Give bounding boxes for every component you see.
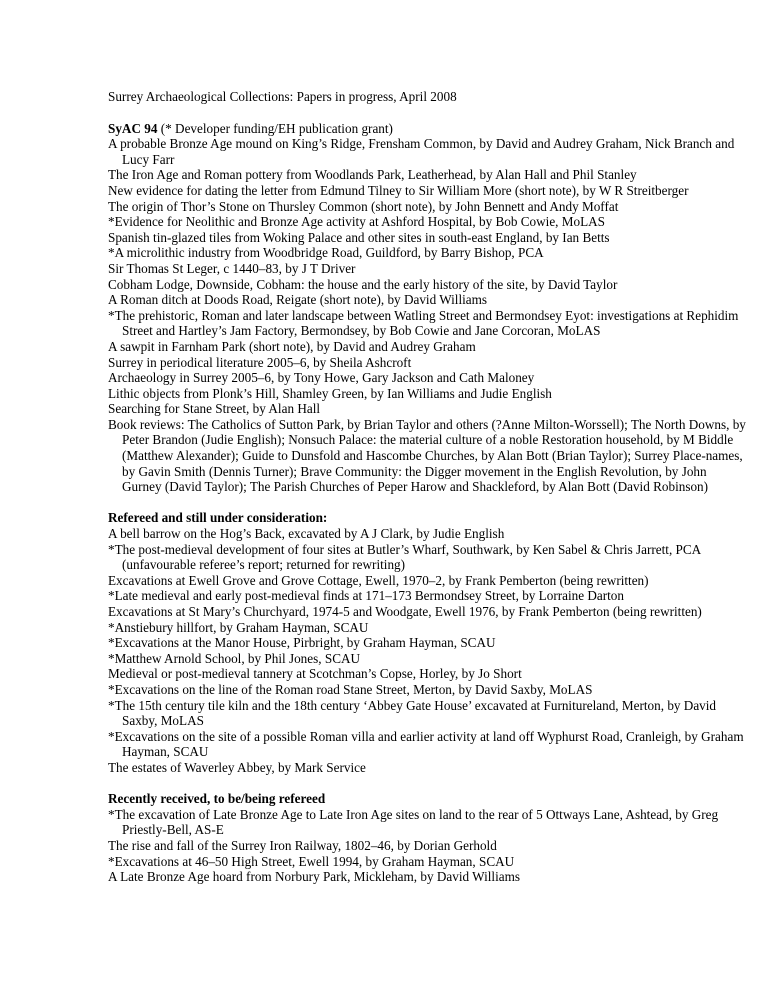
section-heading: SyAC 94: [108, 120, 158, 136]
section: [108, 510, 748, 775]
document-title: Surrey Archaeological Collections: Papers in progress, April 2008: [108, 89, 457, 104]
paper-entry: A sawpit in Farnham Park (short note), by David and Audrey Graham: [108, 338, 476, 354]
paper-entry: Excavations at St Mary’s Churchyard, 1974-5 and Woodgate, Ewell 1976, by Frank Pemberton (being rewritten): [108, 604, 702, 619]
paper-entry: The Iron Age and Roman pottery from Woodlands Park, Leatherhead, by Alan Hall and Phil Stanley: [108, 167, 637, 183]
paper-entry: *The 15th century tile kiln and the 18th century ‘Abbey Gate House’ excavated at Furnitureland, Merton, by David Saxby, MoLAS: [108, 697, 717, 729]
paper-entry: Archaeology in Surrey 2005–6, by Tony Howe, Gary Jackson and Cath Maloney: [108, 370, 535, 386]
paper-entry: Spanish tin-glazed tiles from Woking Palace and other sites in south-east England, by Ian Betts: [108, 229, 610, 245]
paper-entry: Lithic objects from Plonk’s Hill, Shamley Green, by Ian Williams and Judie English: [108, 385, 552, 401]
paper-entry: *Excavations at 46–50 High Street, Ewell 1994, by Graham Hayman, SCAU: [108, 853, 515, 869]
paper-entry: The origin of Thor’s Stone on Thursley Common (short note), by John Bennett and Andy Moffat: [108, 198, 619, 214]
paper-entry: Cobham Lodge, Downside, Cobham: the house and the early history of the site, by David Taylor: [108, 276, 618, 292]
paper-entry: *Evidence for Neolithic and Bronze Age activity at Ashford Hospital, by Bob Cowie, MoLAS: [108, 214, 606, 230]
paper-entry: Sir Thomas St Leger, c 1440–83, by J T Driver: [108, 260, 356, 276]
paper-entry: *The excavation of Late Bronze Age to Late Iron Age sites on land to the rear of 5 Ottways Lane, Ashtead, by Greg Priestly-Bell, AS-E: [108, 806, 719, 838]
paper-entry: Medieval or post-medieval tannery at Scotchman’s Copse, Horley, by Jo Short: [108, 666, 522, 682]
section-heading-line: [108, 791, 748, 807]
paper-entry: *Matthew Arnold School, by Phil Jones, SCAU: [108, 650, 361, 666]
paper-entry: A bell barrow on the Hog’s Back, excavated by A J Clark, by Judie English: [108, 526, 505, 542]
paper-entry: Excavations at Ewell Grove and Grove Cottage, Ewell, 1970–2, by Frank Pemberton (being rewritten): [108, 572, 649, 588]
paper-entry: A probable Bronze Age mound on King’s Ridge, Frensham Common, by David and Audrey Graham, Nick Branch and Lucy Farr: [108, 136, 735, 167]
paper-entry: *Late medieval and early post-medieval finds at 171–173 Bermondsey Street, by Lorraine Darton: [108, 588, 624, 604]
paper-entry: Searching for Stane Street, by Alan Hall: [108, 401, 321, 417]
paper-entry: New evidence for dating the letter from Edmund Tilney to Sir William More (short note), by W R Streitberger: [108, 182, 689, 198]
section-heading: Recently received, to be/being refereed: [108, 791, 326, 807]
paper-entry: A Late Bronze Age hoard from Norbury Park, Mickleham, by David Williams: [108, 869, 520, 885]
paper-entry: *Excavations at the Manor House, Pirbright, by Graham Hayman, SCAU: [108, 635, 496, 651]
sections-container: [108, 121, 748, 885]
section-heading-line: [108, 121, 748, 137]
paper-entry: *The prehistoric, Roman and later landscape between Watling Street and Bermondsey Eyot: investigations at Rephidim Street and Hartley’s Jam Factory, Bermondsey, by Bob Cowie and Jane Corcoran, MoLAS: [108, 307, 739, 339]
section-heading: Refereed and still under consideration:: [108, 510, 328, 526]
paper-entry: Surrey in periodical literature 2005–6, by Sheila Ashcroft: [108, 354, 412, 370]
paper-entry: *Excavations on the site of a possible Roman villa and earlier activity at land off Wyphurst Road, Cranleigh, by Graham Hayman, SCAU: [108, 728, 744, 760]
section-heading-line: [108, 510, 748, 526]
section: [108, 121, 748, 495]
paper-entry: The rise and fall of the Surrey Iron Railway, 1802–46, by Dorian Gerhold: [108, 837, 497, 853]
paper-entry: *A microlithic industry from Woodbridge Road, Guildford, by Barry Bishop, PCA: [108, 245, 544, 261]
paper-entry: The estates of Waverley Abbey, by Mark Service: [108, 759, 366, 775]
section-heading-note: (* Developer funding/EH publication grant): [157, 120, 393, 136]
paper-entry: *Anstiebury hillfort, by Graham Hayman, SCAU: [108, 619, 369, 635]
paper-entry: *Excavations on the line of the Roman road Stane Street, Merton, by David Saxby, MoLAS: [108, 681, 593, 697]
paper-entry: Book reviews: The Catholics of Sutton Park, by Brian Taylor and others (?Anne Milton-Worssell); The North Downs, by Peter Brandon (Judie English); Nonsuch Palace: the material culture of a noble Restoration household, by M Biddle (Matthew Alexander); Guide to Dunsfold and Hascombe Churches, by Alan Bott (Brian Taylor); Surrey Place-names, by Gavin Smith (Dennis Turner); Brave Community: the Digger movement in the English Revolution, by John Gurney (David Taylor); The Parish Churches of Peper Harow and Shackleford, by Alan Bott (David Robinson): [108, 416, 746, 495]
paper-entry: *The post-medieval development of four sites at Butler’s Wharf, Southwark, by Ken Sabel & Chris Jarrett, PCA (unfavourable referee’s report; returned for rewriting): [108, 541, 701, 573]
paper-entry: A Roman ditch at Doods Road, Reigate (short note), by David Williams: [108, 292, 488, 308]
section: [108, 791, 748, 885]
